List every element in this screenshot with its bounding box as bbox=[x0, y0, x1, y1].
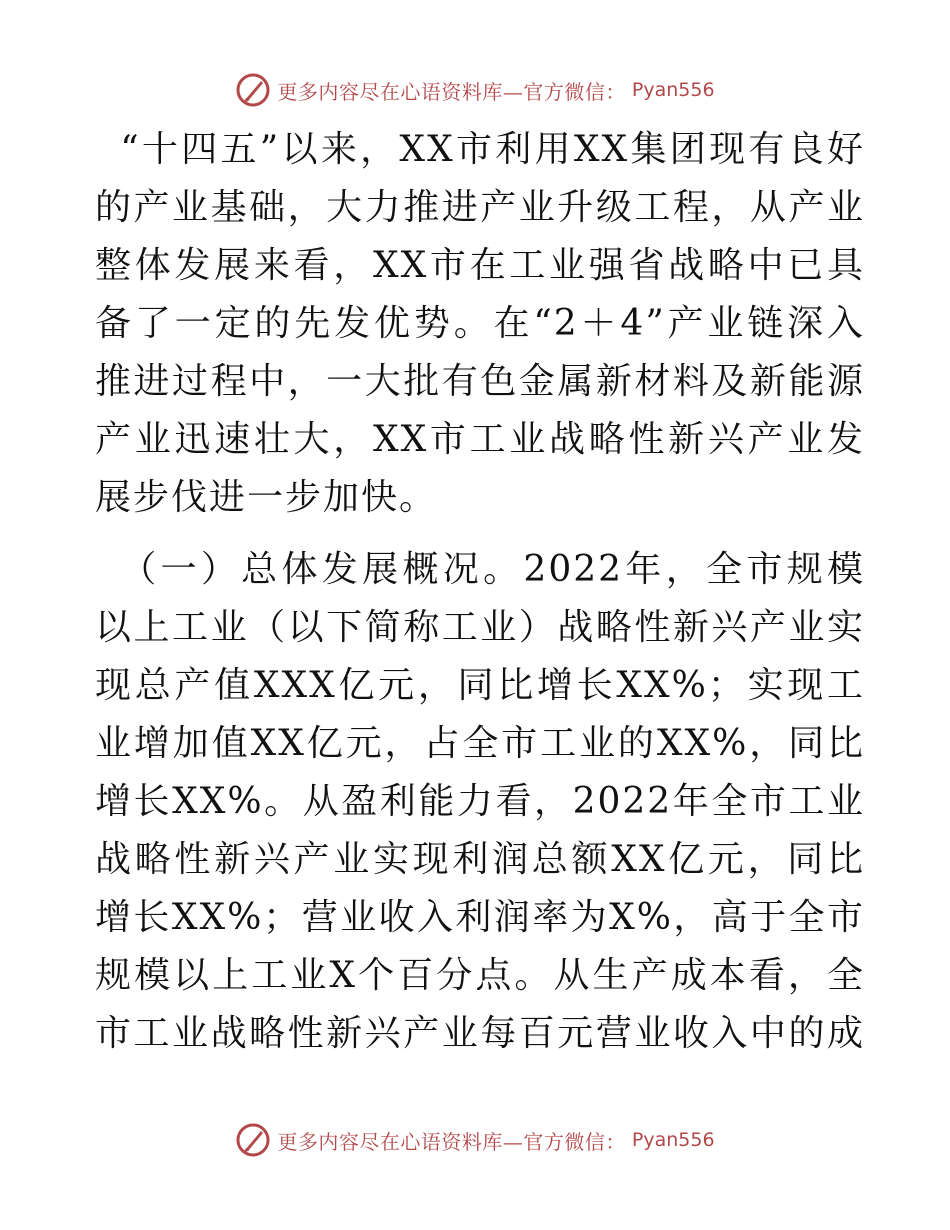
paragraph-overview: （一）总体发展概况。2022年，全市规模以上工业（以下简称工业）战略性新兴产业实现总产值XXX亿元，同比增长XX%；实现工业增加值XX亿元，占全市工业的XX%，同比增长XX%。从盈利能力看，2022年全市工业战略性新兴产业实现利润总额XX亿元，同比增长XX%；营业收入利润率为X%，高于全市规模以上工业X个百分点。从生产成本看，全市工业战略性新兴产业每百元营业收入中的成 bbox=[95, 549, 865, 1054]
watermark-text: 更多内容尽在心语资料库—官方微信： bbox=[277, 1129, 626, 1154]
quill-pen-logo bbox=[235, 1122, 271, 1158]
watermark-text: 更多内容尽在心语资料库—官方微信： bbox=[277, 79, 626, 104]
document-body bbox=[95, 121, 865, 1071]
watermark-wechat-id: Pyan556 bbox=[631, 79, 715, 101]
quill-pen-logo bbox=[235, 72, 271, 108]
watermark-header bbox=[0, 70, 950, 110]
paragraph-intro: “十四五”以来，XX市利用XX集团现有良好的产业基础，大力推进产业升级工程，从产业整体发展来看，XX市在工业强省战略中已具备了一定的先发优势。在“2＋4”产业链深入推进过程中，一大批有色金属新材料及新能源产业迅速壮大，XX市工业战略性新兴产业发展步伐进一步加快。 bbox=[95, 129, 865, 518]
watermark-wechat-id: Pyan556 bbox=[631, 1129, 715, 1151]
watermark-footer bbox=[0, 1120, 950, 1160]
